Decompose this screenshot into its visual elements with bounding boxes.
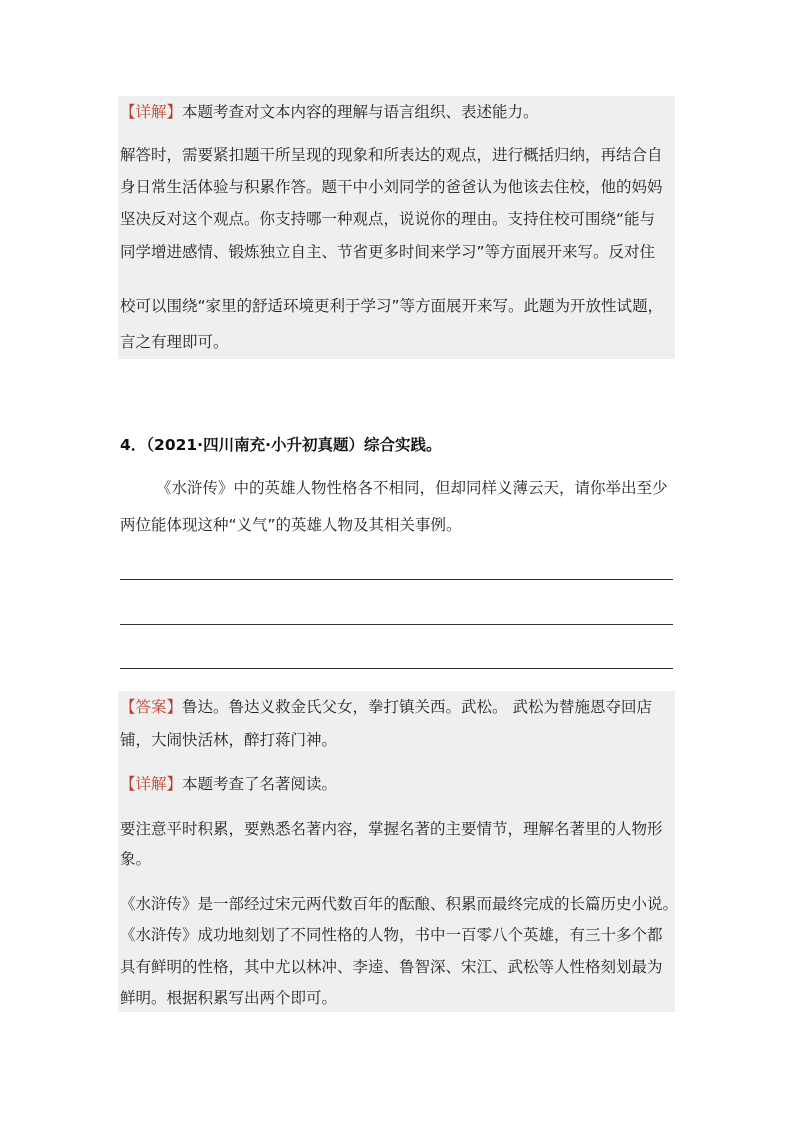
- answer-line: 铺，大闹快活林，醉打蒋门神。: [120, 731, 338, 749]
- final-line: 《水浒传》是一部经过宋元两代数百年的酝酿、积累而最终完成的长篇历史小说。: [120, 895, 679, 913]
- final-line: 具有鲜明的性格，其中尤以林冲、李逵、鲁智深、宋江、武松等人性格刻划最为: [120, 958, 663, 976]
- answer-writing-line: [120, 579, 673, 580]
- final-line: 《水浒传》成功地刻划了不同性格的人物，书中一百零八个英雄，有三十多个都: [120, 926, 663, 944]
- explanation-intro-line: [120, 102, 539, 122]
- detail-tag: 【详解】: [120, 103, 183, 121]
- question-body-line: 两位能体现这种“义气”的英雄人物及其相关事例。: [120, 516, 462, 534]
- detail-line: [120, 774, 337, 794]
- answer-line: [120, 697, 652, 717]
- explanation-line: 言之有理即可。: [120, 333, 229, 351]
- explanation-line: 身日常生活体验与积累作答。题干中小刘同学的爸爸认为他该去住校，他的妈妈: [120, 178, 663, 196]
- explanation-line: 解答时，需要紧扣题干所呈现的现象和所表达的观点，进行概括归纳，再结合自: [120, 146, 663, 164]
- explanation-line: 校可以围绕“家里的舒适环境更利于学习”等方面展开来写。此题为开放性试题，: [120, 297, 664, 315]
- detail-intro-text: 本题考查对文本内容的理解与语言组织、表述能力。: [182, 103, 539, 121]
- answer-writing-line: [120, 668, 673, 669]
- note-line: 要注意平时积累，要熟悉名著内容，掌握名著的主要情节，理解名著里的人物形: [120, 820, 663, 838]
- answer-writing-line: [120, 624, 673, 625]
- question-header: 4．（2021·四川南充·小升初真题）综合实践。: [120, 436, 442, 454]
- answer-text: 鲁达。鲁达义救金氏父女，拳打镇关西。武松。 武松为替施恩夺回店: [182, 698, 652, 716]
- note-line: 象。: [120, 850, 152, 868]
- answer-tag: 【答案】: [120, 698, 183, 716]
- detail-tag: 【详解】: [120, 775, 183, 793]
- final-line: 鲜明。根据积累写出两个即可。: [120, 989, 338, 1007]
- explanation-line: 同学增进感情、锻炼独立自主、节省更多时间来学习”等方面展开来写。反对住: [120, 243, 656, 261]
- question-body-line: 《水浒传》中的英雄人物性格各不相同，但却同样义薄云天，请你举出至少: [156, 479, 668, 497]
- detail-intro-text: 本题考查了名著阅读。: [182, 775, 338, 793]
- explanation-line: 坚决反对这个观点。你支持哪一种观点，说说你的理由。支持住校可围绕“能与: [120, 210, 656, 228]
